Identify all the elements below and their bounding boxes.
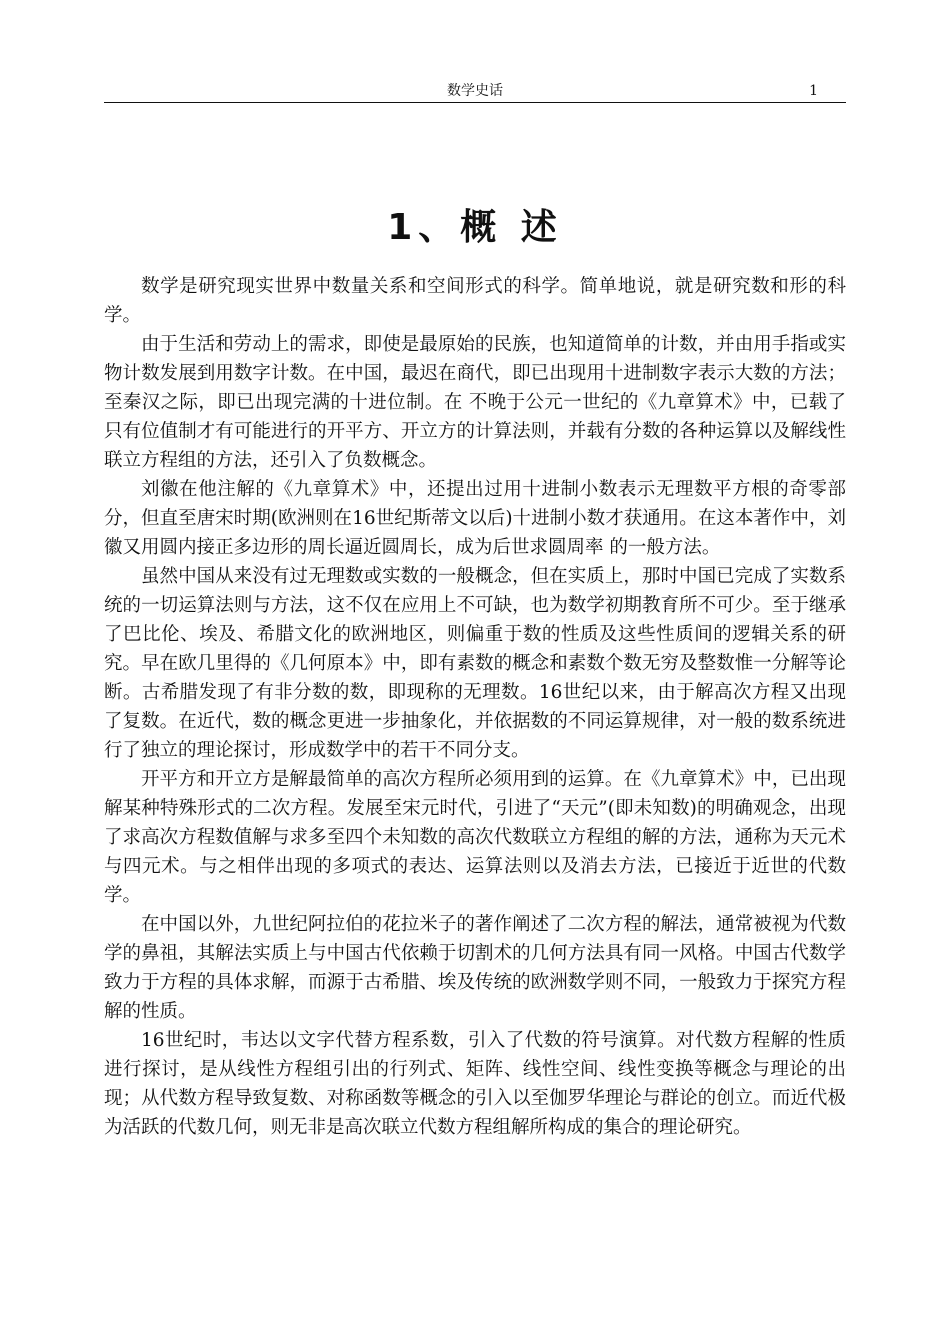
body-text <box>104 272 846 1142</box>
paragraph: 在中国以外，九世纪阿拉伯的花拉米子的著作阐述了二次方程的解法，通常被视为代数学的鼻祖，其解法实质上与中国古代依赖于切割术的几何方法具有同一风格。中国古代数学致力于方程的具体求解，而源于古希腊、埃及传统的欧洲数学则不同，一般致力于探究方程解的性质。 <box>104 914 846 1022</box>
paragraph: 虽然中国从来没有过无理数或实数的一般概念，但在实质上，那时中国已完成了实数系统的一切运算法则与方法，这不仅在应用上不可缺，也为数学初期教育所不可少。至于继承了巴比伦、埃及、希腊文化的欧洲地区，则偏重于数的性质及这些性质间的逻辑关系的研究。早在欧几里得的《几何原本》中，即有素数的概念和素数个数无穷及整数惟一分解等论断。古希腊发现了有非分数的数，即现称的无理数。16世纪以来，由于解高次方程又出现了复数。在近代，数的概念更进一步抽象化，并依据数的不同运算规律，对一般的数系统进行了独立的理论探讨，形成数学中的若干不同分支。 <box>104 566 846 761</box>
chapter-title: 1、概 述 <box>387 207 563 249</box>
paragraph: 16世纪时，韦达以文字代替方程系数，引入了代数的符号演算。对代数方程解的性质进行探讨，是从线性方程组引出的行列式、矩阵、线性空间、线性变换等概念与理论的出现；从代数方程导致复数、对称函数等概念的引入以至伽罗华理论与群论的创立。而近代极为活跃的代数几何，则无非是高次联立代数方程组解所构成的集合的理论研究。 <box>104 1030 846 1138</box>
running-header <box>104 80 846 103</box>
page-number: 1 <box>809 83 818 99</box>
paragraph: 由于生活和劳动上的需求，即使是最原始的民族，也知道简单的计数，并由用手指或实物计数发展到用数字计数。在中国，最迟在商代，即已出现用十进制数字表示大数的方法；至秦汉之际，即已出现完满的十进位制。在 不晚于公元一世纪的《九章算术》中，已载了只有位值制才有可能进行的开平方、开立方的计算法则，并载有分数的各种运算以及解线性联立方程组的方法，还引入了负数概念。 <box>104 334 846 471</box>
paragraph: 刘徽在他注解的《九章算术》中，还提出过用十进制小数表示无理数平方根的奇零部分，但直至唐宋时期(欧洲则在16世纪斯蒂文以后)十进制小数才获通用。在这本著作中，刘徽又用圆内接正多边形的周长逼近圆周长，成为后世求圆周率 的一般方法。 <box>104 479 846 558</box>
paragraph: 开平方和开立方是解最简单的高次方程所必须用到的运算。在《九章算术》中，已出现解某种特殊形式的二次方程。发展至宋元时代，引进了“天元”(即未知数)的明确观念，出现了求高次方程数值解与求多至四个未知数的高次代数联立方程组的解的方法，通称为天元术与四元术。与之相伴出现的多项式的表达、运算法则以及消去方法，已接近于近世的代数学。 <box>104 769 846 906</box>
header-title: 数学史话 <box>447 83 503 99</box>
paragraph: 数学是研究现实世界中数量关系和空间形式的科学。简单地说，就是研究数和形的科学。 <box>104 276 846 326</box>
